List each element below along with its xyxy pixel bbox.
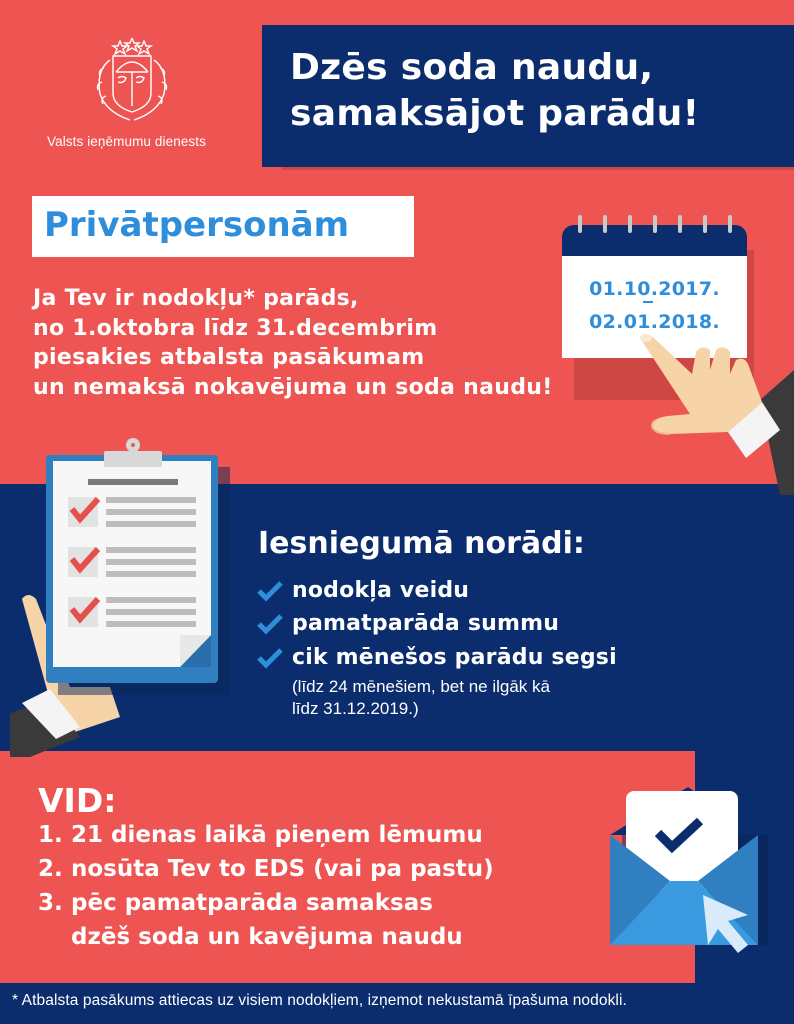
audience-label-box — [32, 196, 414, 257]
intro-line-1: Ja Tev ir nodokļu* parāds, — [33, 286, 359, 311]
vid-title: VID: — [38, 781, 117, 820]
step-number — [38, 920, 71, 954]
page-title — [262, 25, 794, 167]
calendar-ring — [703, 215, 707, 233]
note-line-2: līdz 31.12.2019.) — [292, 699, 419, 718]
checkmark-icon — [256, 611, 284, 635]
calendar-ring — [728, 215, 732, 233]
application-title: Iesniegumā norādi: — [258, 526, 585, 561]
application-item — [256, 607, 559, 639]
date-separator — [643, 301, 653, 303]
calendar-ring — [653, 215, 657, 233]
application-item — [256, 574, 469, 606]
title-line-2: samaksājot parādu! — [290, 93, 700, 134]
application-item-label: nodokļa veidu — [292, 577, 470, 603]
step-number: 1. — [38, 822, 63, 848]
vid-step — [38, 852, 494, 886]
duration-note — [292, 676, 550, 720]
step-number: 2. — [38, 856, 63, 882]
intro-line-4: un nemaksā nokavējuma un soda naudu! — [33, 374, 553, 400]
calendar-ring — [578, 215, 582, 233]
application-item-label: cik mēnešos parādu segsi — [292, 644, 617, 670]
envelope-check-icon — [608, 785, 768, 960]
audience-label: Privātpersonām — [44, 205, 350, 245]
latvia-coat-of-arms-icon — [80, 38, 180, 128]
vid-steps — [38, 818, 494, 954]
date-from: 01.10.2017. — [589, 278, 720, 300]
step-text: nosūta Tev to EDS (vai pa pastu) — [71, 856, 494, 882]
vid-step — [38, 886, 494, 920]
date-to: 02.01.2018. — [589, 311, 720, 333]
step-text: dzēš soda un kavējuma naudu — [71, 924, 463, 950]
note-line-1: (līdz 24 mēnešiem, bet ne ilgāk kā — [292, 677, 550, 696]
vid-step — [38, 818, 494, 852]
calendar-ring — [678, 215, 682, 233]
step-number: 3. — [38, 890, 63, 916]
vid-step-continuation — [38, 920, 494, 954]
checkmark-icon — [256, 645, 284, 669]
checkmark-icon — [256, 578, 284, 602]
pointing-hand-icon — [630, 330, 794, 495]
intro-line-3: piesakies atbalsta pasākumam — [33, 345, 425, 370]
application-item — [256, 641, 617, 673]
step-text: pēc pamatparāda samaksas — [71, 890, 433, 916]
step-text: 21 dienas laikā pieņem lēmumu — [71, 822, 483, 848]
footnote: * Atbalsta pasākums attiecas uz visiem nodokļiem, izņemot nekustamā īpašuma nodokli. — [12, 992, 627, 1009]
calendar-ring — [628, 215, 632, 233]
calendar-ring — [603, 215, 607, 233]
application-item-label: pamatparāda summu — [292, 610, 560, 636]
intro-line-2: no 1.oktobra līdz 31.decembrim — [33, 315, 438, 341]
title-line-1: Dzēs soda naudu, — [290, 47, 654, 88]
clipboard-checklist-icon — [10, 437, 240, 757]
agency-name: Valsts ieņēmumu dienests — [47, 134, 206, 149]
